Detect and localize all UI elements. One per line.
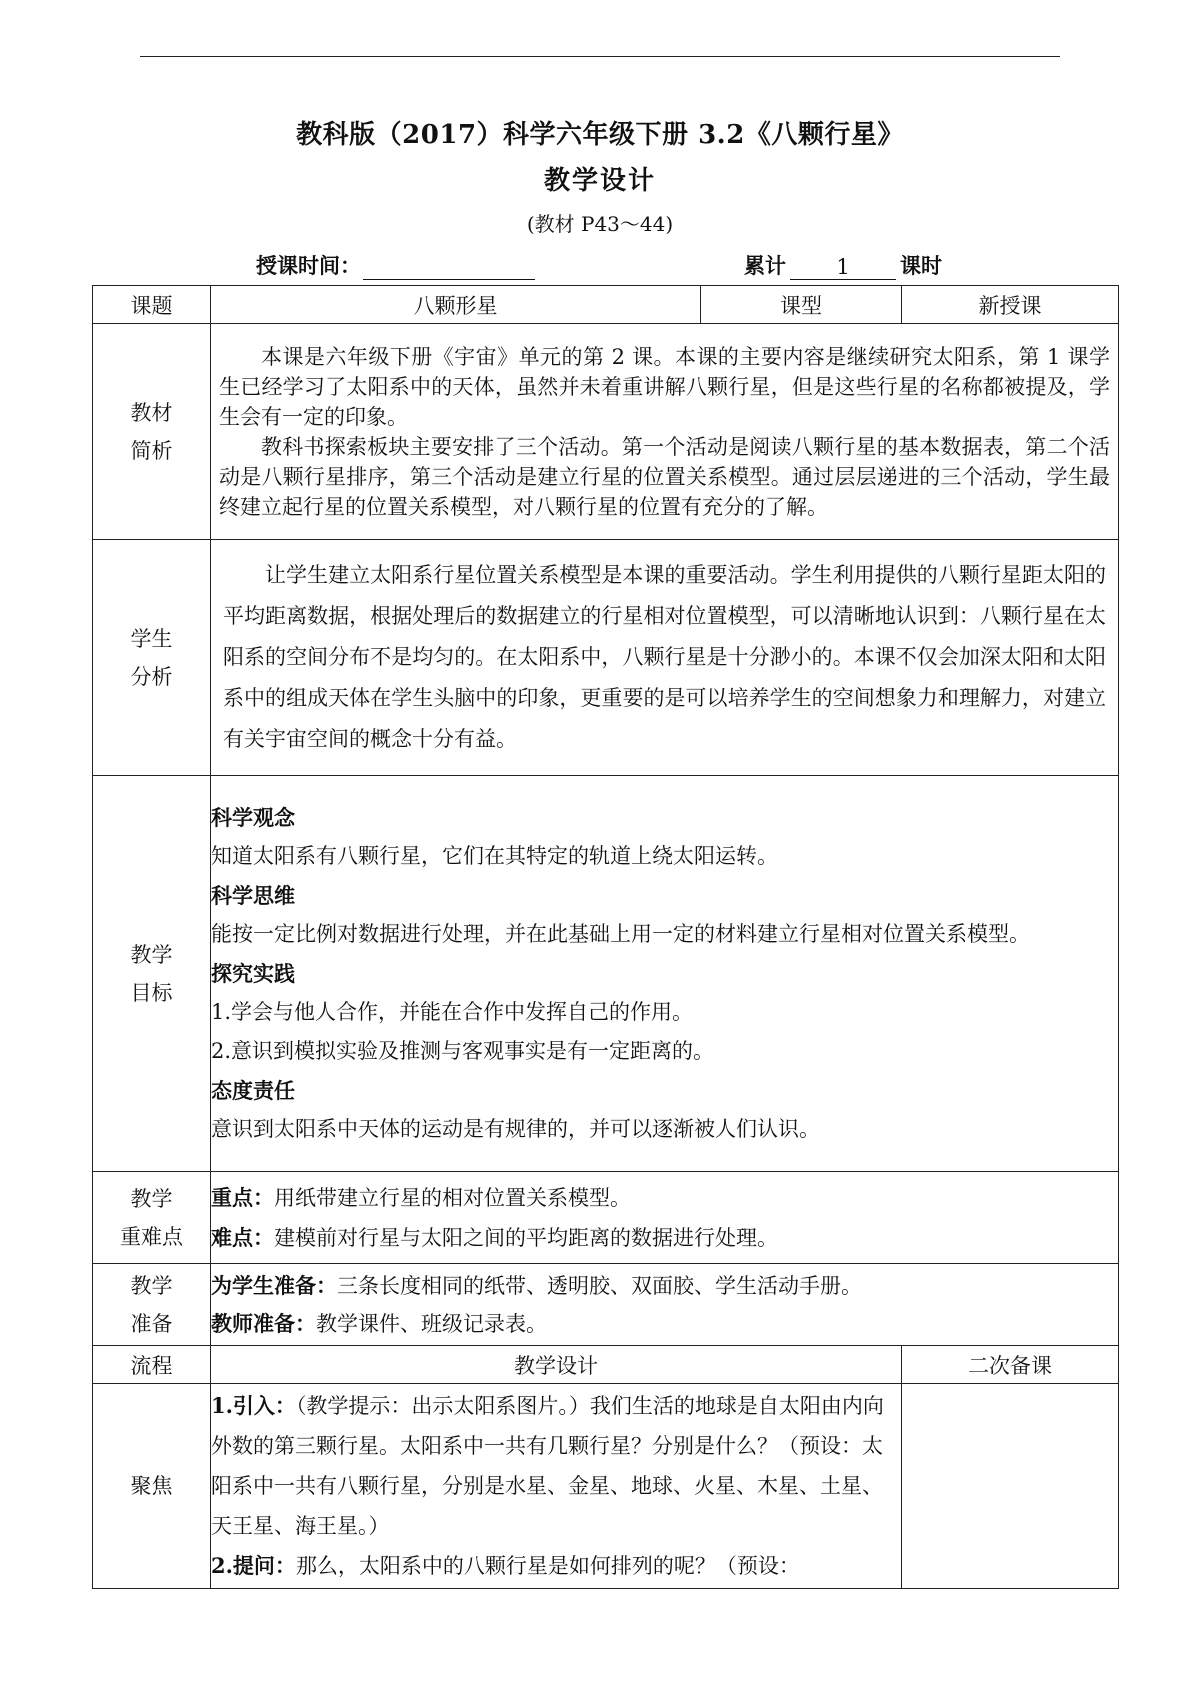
goal-text-practice-1: 1.学会与他人合作，并能在合作中发挥自己的作用。	[211, 1000, 694, 1024]
material-analysis-row	[93, 324, 1119, 540]
lesson-plan-table	[92, 285, 1119, 1589]
material-analysis-label: 教材 简析	[93, 324, 211, 540]
flow-header-row	[93, 1346, 1119, 1384]
goal-text-thinking: 能按一定比例对数据进行处理，并在此基础上用一定的材料建立行星相对位置关系模型。	[211, 922, 1030, 946]
student-paragraph: 让学生建立太阳系行星位置关系模型是本课的重要活动。学生利用提供的八颗行星距太阳的平均距离数据，根据处理后的数据建立的行星相对位置模型，可以清晰地认识到：八颗行星在太阳系的空间分布不是均匀的。在太阳系中，八颗行星是十分渺小的。本课不仅会加深太阳和太阳系中的组成天体在学生头脑中的印象，更重要的是可以培养学生的空间想象力和理解力，对建立有关宇宙空间的概念十分有益。	[223, 563, 1106, 751]
textbook-pages: (教材 P43～44)	[526, 212, 674, 236]
document-title: 教科版（2017）科学六年级下册 3.2《八颗行星》	[296, 120, 904, 150]
lesson-time-field	[256, 250, 535, 280]
accumulated-unit: 课时	[900, 253, 942, 278]
key-point: 重点：用纸带建立行星的相对位置关系模型。	[211, 1184, 631, 1210]
goal-text-attitude: 意识到太阳系中天体的运动是有规律的，并可以逐渐被人们认识。	[211, 1117, 820, 1141]
goal-heading-thinking: 科学思维	[211, 883, 295, 908]
focus-row	[93, 1384, 1119, 1589]
goal-text-practice-2: 2.意识到模拟实验及推测与客观事实是有一定距离的。	[211, 1039, 715, 1063]
key-points-row	[93, 1172, 1119, 1264]
material-analysis-content	[211, 324, 1119, 540]
key-points-content	[211, 1172, 1119, 1264]
topic-label: 课题	[93, 286, 211, 324]
student-analysis-row	[93, 540, 1119, 776]
goal-heading-concept: 科学观念	[211, 805, 295, 830]
difficult-point: 难点：建模前对行星与太阳之间的平均距离的数据进行处理。	[211, 1224, 778, 1250]
lesson-type-value: 新授课	[902, 286, 1119, 324]
flow-header-process: 流程	[93, 1346, 211, 1384]
material-paragraph-2: 教科书探索板块主要安排了三个活动。第一个活动是阅读八颗行星的基本数据表，第二个活动是八颗行星排序，第三个活动是建立行星的位置关系模型。通过层层递进的三个活动，学生最终建立起行星的位置关系模型，对八颗行星的位置有充分的了解。	[219, 434, 1110, 519]
accumulated-value: 1	[790, 255, 896, 280]
preparation-row	[93, 1264, 1119, 1346]
goal-text-concept: 知道太阳系有八颗行星，它们在其特定的轨道上绕太阳运转。	[211, 844, 778, 868]
material-paragraph-1: 本课是六年级下册《宇宙》单元的第 2 课。本课的主要内容是继续研究太阳系，第 1 课学生已经学习了太阳系中的天体，虽然并未着重讲解八颗行星，但是这些行星的名称都被提及，学生会有一定的印象。	[219, 344, 1110, 429]
focus-step-question: 2.提问：那么，太阳系中的八颗行星是如何排列的呢？（预设：	[211, 1553, 800, 1578]
accumulated-label: 累计	[744, 253, 786, 278]
student-preparation: 为学生准备：三条长度相同的纸带、透明胶、双面胶、学生活动手册。	[211, 1272, 862, 1298]
student-analysis-label: 学生 分析	[93, 540, 211, 776]
student-analysis-content	[211, 540, 1119, 776]
preparation-label: 教学 准备	[93, 1264, 211, 1346]
lesson-time-label: 授课时间：	[256, 253, 361, 278]
key-points-label: 教学 重难点	[93, 1172, 211, 1264]
flow-header-design: 教学设计	[211, 1346, 902, 1384]
accumulated-hours-field	[744, 250, 942, 280]
lesson-type-label: 课型	[701, 286, 902, 324]
focus-step-intro: 1.引入：（教学提示：出示太阳系图片。）我们生活的地球是自太阳由内向外数的第三颗行星。太阳系中一共有几颗行星？分别是什么？（预设：太阳系中一共有八颗行星，分别是水星、金星、地球、火星、木星、土星、天王星、海王星。）	[211, 1393, 884, 1538]
topic-value: 八颗形星	[211, 286, 701, 324]
goal-heading-attitude: 态度责任	[211, 1078, 295, 1103]
flow-header-second-prep: 二次备课	[902, 1346, 1119, 1384]
teaching-goals-row	[93, 776, 1119, 1172]
focus-content	[211, 1384, 902, 1589]
focus-label: 聚焦	[93, 1384, 211, 1589]
second-prep-cell	[902, 1384, 1119, 1589]
preparation-content	[211, 1264, 1119, 1346]
goal-heading-practice: 探究实践	[211, 961, 295, 986]
document-subtitle: 教学设计	[543, 166, 656, 196]
topic-row	[93, 286, 1119, 324]
teacher-preparation: 教师准备：教学课件、班级记录表。	[211, 1310, 547, 1336]
teaching-goals-content	[211, 776, 1119, 1172]
header-rule	[140, 56, 1060, 57]
lesson-time-blank	[363, 257, 535, 280]
teaching-goals-label: 教学 目标	[93, 776, 211, 1172]
